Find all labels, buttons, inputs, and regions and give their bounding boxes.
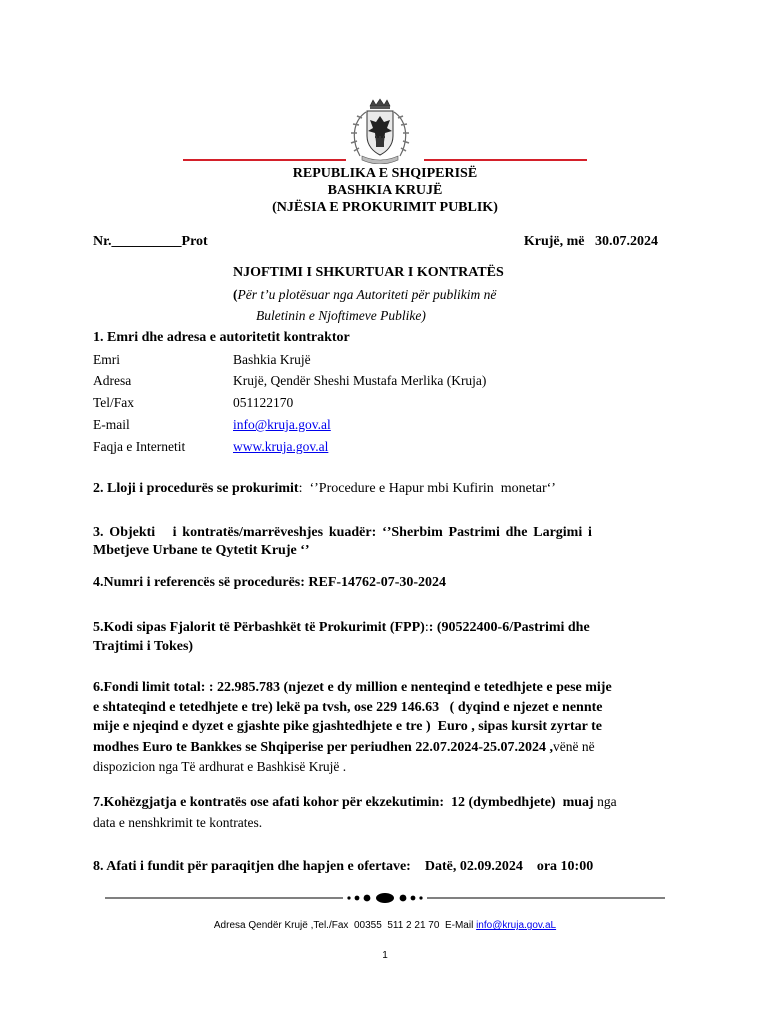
contact-value-address: Krujë, Qendër Sheshi Mustafa Merlika (Kruja): [233, 373, 487, 388]
section6-line5: dispozicion nga Të ardhurat e Bashkisë Krujë .: [93, 759, 347, 774]
subtitle-open-paren: (: [233, 287, 238, 302]
section4-reference: 4.Numri i referencës së procedurës: REF-14762-07-30-2024: [93, 575, 447, 590]
section6-line4-normal: vënë në: [552, 738, 595, 754]
place-date: Krujë, më 30.07.2024: [523, 234, 658, 249]
header-unit: (NJËSIA E PROKURIMIT PUBLIK): [272, 200, 498, 215]
footer-email-link[interactable]: info@kruja.gov.aL: [476, 920, 557, 931]
footer-address-text: Adresa Qendër Krujë ,Tel./Fax 00355 511 2 21 70 E-Mail: [213, 920, 477, 931]
section6-fund-limit: [93, 678, 683, 777]
page-number: 1: [382, 950, 388, 961]
protocol-number: Nr.__________Prot: [93, 234, 208, 249]
header-red-line-right: [424, 159, 587, 161]
contact-value-telfax: 051122170: [233, 395, 294, 410]
contact-label-address: Adresa: [93, 373, 132, 388]
section7-line2: data e nenshkrimit te kontrates.: [93, 815, 263, 830]
section3-line2: Mbetjeve Urbane te Qytetit Kruje ‘’: [93, 543, 310, 558]
contact-value-name: Bashkia Krujë: [233, 352, 311, 367]
section5-line2: Trajtimi i Tokes): [93, 639, 194, 654]
section6-line1: 6.Fondi limit total: : 22.985.783 (njezet e dy million e nenteqind e tetedhjete e pese mije: [93, 680, 612, 695]
header-red-line-left: [183, 159, 346, 161]
contact-label-website: Faqja e Internetit: [93, 439, 186, 454]
section5-code: : (90522400-6/Pastrimi dhe: [428, 620, 590, 635]
footer-divider-ornament: [105, 889, 665, 907]
section7-line1-normal: nga: [593, 794, 617, 809]
website-link[interactable]: www.kruja.gov.al: [233, 439, 329, 454]
notice-subtitle-2: Buletinin e Njoftimeve Publike): [256, 308, 426, 323]
contact-label-name: Emri: [93, 352, 120, 367]
notice-title: NJOFTIMI I SHKURTUAR I KONTRATËS: [233, 265, 504, 280]
section2-procedure-type: [93, 481, 556, 497]
footer-address: [0, 920, 770, 931]
notice-subtitle-1: [233, 287, 496, 303]
section5-cpv: 5.Kodi sipas Fjalorit të Përbashkët të Prokurimit (FPP):: (90522400-6/Pastrimi dhe Trajtimi i Tokes): [93, 618, 678, 656]
contact-label-telfax: Tel/Fax: [93, 395, 135, 410]
section6-line4-bold: modhes Euro te Bankkes se Shqiperise per periudhen 22.07.2024-25.07.2024 ,: [93, 739, 553, 755]
section5-label: 5.Kodi sipas Fjalorit të Përbashkët të Prokurimit (FPP): [93, 620, 425, 635]
section2-value: : ‘’Procedure e Hapur mbi Kufirin monetar‘’: [298, 481, 556, 496]
section3-line1: 3. Objekti i kontratës/marrëveshjes kuadër: ‘’Sherbim Pastrimi dhe Largimi i: [93, 525, 592, 540]
header-block: [0, 165, 770, 216]
header-republic: REPUBLIKA E SHQIPERISË: [292, 166, 478, 181]
section8-deadline: 8. Afati i fundit për paraqitjen dhe hapjen e ofertave: Datë, 02.09.2024 ora 10:00: [93, 859, 594, 874]
section7-line1-bold: 7.Kohëzgjatja e kontratës ose afati kohor për ekzekutimin: 12 (dymbedhjete) muaj: [93, 795, 594, 810]
email-link[interactable]: info@kruja.gov.al: [233, 417, 331, 432]
section6-line2: e shtateqind e tetedhjete e tre) lekë pa tvsh, ose 229 146.63 ( dyqind e njezet e nennte: [93, 699, 603, 715]
header-municipality: BASHKIA KRUJË: [327, 183, 443, 198]
subtitle-text-1: Për t’u plotësuar nga Autoriteti për publikim në: [237, 287, 497, 302]
coat-of-arms-emblem: [340, 98, 420, 164]
section6-line3: mije e njeqind e dyzet e gjashte pike gjashtedhjete e tre ) Euro , sipas kursit zyrtar te: [93, 719, 602, 734]
section2-label: 2. Lloji i procedurës se prokurimit: [93, 481, 299, 496]
contact-label-email: E-mail: [93, 417, 130, 432]
section3-object: [93, 524, 678, 560]
section1-heading: 1. Emri dhe adresa e autoritetit kontraktor: [93, 330, 350, 345]
section7-duration: [93, 792, 683, 833]
